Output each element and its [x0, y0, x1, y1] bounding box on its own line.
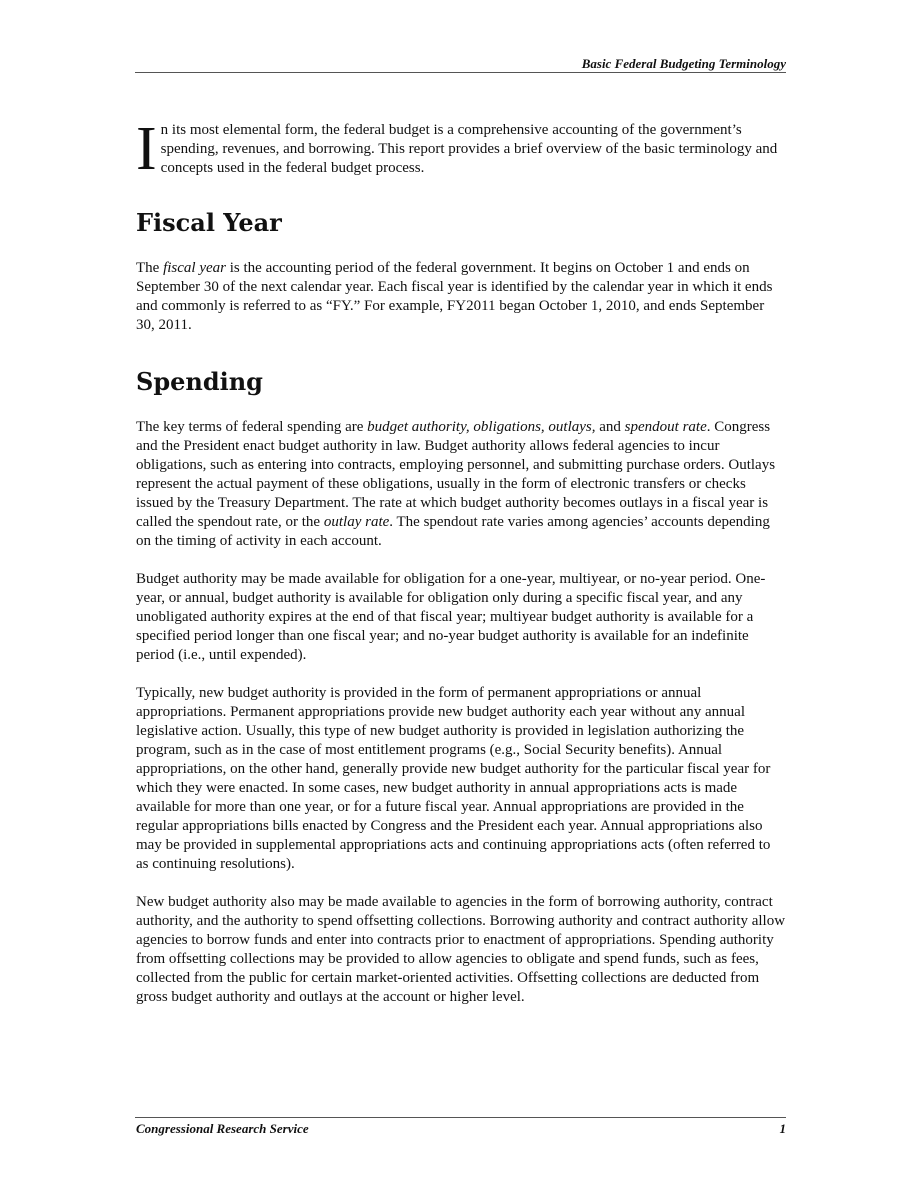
fiscal-year-paragraph: The fiscal year is the accounting period of the federal government. It begins on October 1 and ends on September 30 of the next calendar year. Each fiscal year is identified by the calendar year in which it ends and commonly is referred to as “FY.” For example, FY2011 began October 1, 2010, and ends September 30, 2011.	[136, 260, 773, 333]
footer-rule	[135, 1117, 786, 1118]
intro-paragraph	[136, 115, 786, 183]
page-number: 1	[779, 1121, 786, 1136]
heading-fiscal-year: Fiscal Year	[136, 208, 282, 237]
intro-text: n its most elemental form, the federal budget is a comprehensive accounting of the government’s spending, revenues, and borrowing. This report provides a brief overview of the basic terminology and concepts used in the federal budget process.	[160, 122, 778, 176]
term-fiscal-year: fiscal year	[163, 260, 226, 276]
term-key-spending: budget authority, obligations, outlays,	[367, 419, 596, 435]
heading-spending: Spending	[136, 367, 263, 396]
drop-cap: I	[136, 115, 157, 183]
term-spendout-rate: spendout rate	[624, 419, 707, 435]
spending-paragraph-1: The key terms of federal spending are budget authority, obligations, outlays, and spendout rate. Congress and the President enact budget authority in law. Budget authority allows federal agencies to incur obligations, such as entering into contracts, employing personnel, and submitting purchase orders. Outlays represent the actual payment of these obligations, usually in the form of electronic transfers or checks issued by the Treasury Department. The rate at which budget authority becomes outlays in a fiscal year is called the spendout rate, or the outlay rate. The spendout rate varies among agencies’ accounts depending on the timing of activity in each account.	[136, 419, 776, 549]
page-content	[136, 115, 786, 1007]
running-header: Basic Federal Budgeting Terminology	[581, 56, 786, 71]
spending-paragraph-4: New budget authority also may be made available to agencies in the form of borrowing authority, contract authority, and the authority to spend offsetting collections. Borrowing authority and contract authority allow agencies to borrow funds and enter into contracts prior to enactment of appropriations. Spending authority from offsetting collections may be provided to allow agencies to obligate and spend funds, such as fees, collected from the public for certain market-oriented activities. Offsetting collections are deducted from gross budget authority and outlays at the account or higher level.	[136, 894, 786, 1005]
term-outlay-rate: outlay rate	[323, 514, 390, 530]
spending-paragraph-3: Typically, new budget authority is provided in the form of permanent appropriations or annual appropriations. Permanent appropriations provide new budget authority each year without any annual legislative action. Usually, this type of new budget authority is provided in legislation authorizing the program, such as in the case of most entitlement programs (e.g., Social Security benefits). Annual appropriations, on the other hand, generally provide new budget authority for the particular fiscal year for which they were enacted. In some cases, new budget authority in annual appropriations acts is made available for more than one year, or for a future fiscal year. Annual appropriations are provided in the regular appropriations bills enacted by Congress and the President each year. Annual appropriations also may be provided in supplemental appropriations acts and continuing appropriations acts (often referred to as continuing resolutions).	[136, 685, 771, 872]
spending-paragraph-2: Budget authority may be made available for obligation for a one-year, multiyear, or no-year period. One-year, or annual, budget authority is available for obligation only during a specific fiscal year, and any unobligated authority expires at the end of that fiscal year; multiyear budget authority is available for a specified period longer than one fiscal year; and no-year budget authority is available for an indefinite period (i.e., until expended).	[136, 571, 766, 663]
header-rule	[135, 72, 786, 73]
footer-publisher: Congressional Research Service	[136, 1121, 309, 1136]
